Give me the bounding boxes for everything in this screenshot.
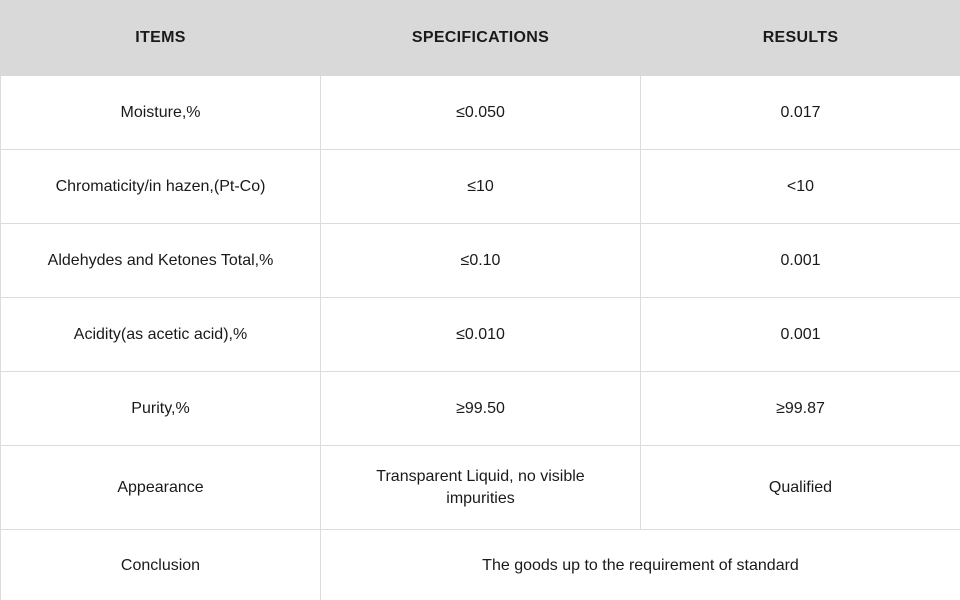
specification-text: Transparent Liquid, no visible impurities bbox=[376, 467, 585, 507]
result-cell: Qualified bbox=[641, 446, 960, 530]
table-row bbox=[1, 224, 960, 298]
result-cell: <10 bbox=[641, 150, 960, 224]
specification-cell: ≤0.050 bbox=[321, 76, 641, 150]
table-row bbox=[1, 446, 960, 530]
conclusion-row bbox=[1, 530, 960, 600]
header-specifications: SPECIFICATIONS bbox=[321, 1, 641, 76]
specification-cell: ≤10 bbox=[321, 150, 641, 224]
table-row bbox=[1, 298, 960, 372]
table-row bbox=[1, 150, 960, 224]
conclusion-label: Conclusion bbox=[1, 530, 321, 600]
result-cell: 0.017 bbox=[641, 76, 960, 150]
item-cell: Aldehydes and Ketones Total,% bbox=[1, 224, 321, 298]
specification-cell: ≥99.50 bbox=[321, 372, 641, 446]
item-cell: Moisture,% bbox=[1, 76, 321, 150]
item-cell: Purity,% bbox=[1, 372, 321, 446]
item-cell: Acidity(as acetic acid),% bbox=[1, 298, 321, 372]
specification-cell: ≤0.010 bbox=[321, 298, 641, 372]
conclusion-text: The goods up to the requirement of standard bbox=[321, 530, 960, 600]
header-results: RESULTS bbox=[641, 1, 960, 76]
specification-cell: ≤0.10 bbox=[321, 224, 641, 298]
table-row bbox=[1, 76, 960, 150]
specification-cell bbox=[321, 446, 641, 530]
result-cell: 0.001 bbox=[641, 224, 960, 298]
table-header-row bbox=[1, 1, 960, 76]
result-cell: 0.001 bbox=[641, 298, 960, 372]
item-cell: Chromaticity/in hazen,(Pt-Co) bbox=[1, 150, 321, 224]
table-row bbox=[1, 372, 960, 446]
item-cell: Appearance bbox=[1, 446, 321, 530]
result-cell: ≥99.87 bbox=[641, 372, 960, 446]
header-items: ITEMS bbox=[1, 1, 321, 76]
